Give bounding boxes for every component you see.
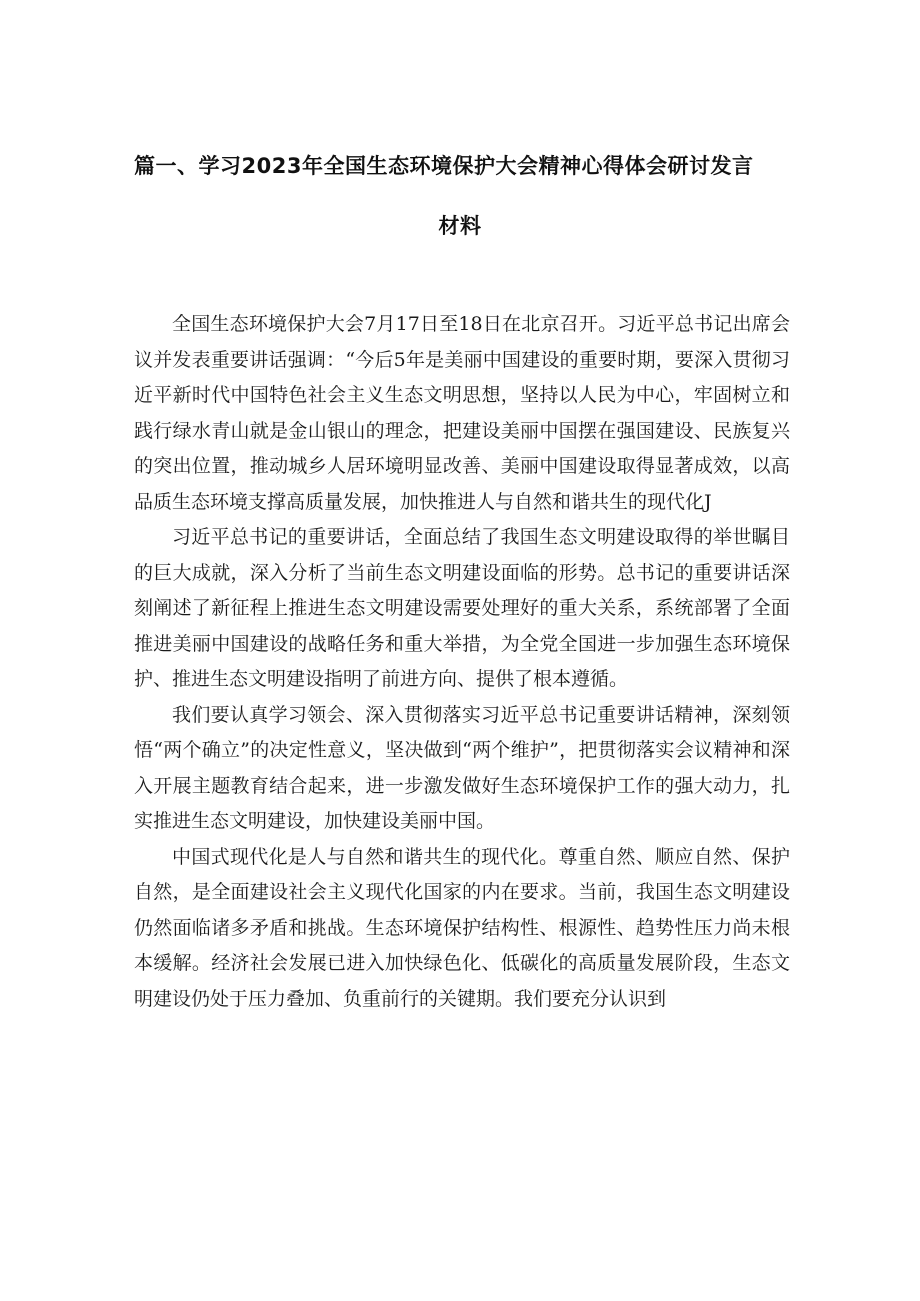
paragraph-2: 习近平总书记的重要讲话，全面总结了我国生态文明建设取得的举世瞩目的巨大成就，深入分析了当前生态文明建设面临的形势。总书记的重要讲话深刻阐述了新征程上推进生态文明建设需要处理好的重大关系，系统部署了全面推进美丽中国建设的战略任务和重大举措，为全党全国进一步加强生态环境保护、推进生态文明建设指明了前进方向、提供了根本遵循。 (134, 526, 790, 690)
paragraph-3: 我们要认真学习领会、深入贯彻落实习近平总书记重要讲话精神，深刻领悟“两个确立”的决定性意义，坚决做到“两个维护”，把贯彻落实会议精神和深入开展主题教育结合起来，进一步激发做好生态环境保护工作的强大动力，扎实推进生态文明建设，加快建设美丽中国。 (134, 703, 790, 832)
document-title-line-1: 篇一、学习2023年全国生态环境保护大会精神心得体会研讨发言 (134, 154, 754, 178)
paragraph-1: 全国生态环境保护大会7月17日至18日在北京召开。习近平总书记出席会议并发表重要讲话强调：“今后5年是美丽中国建设的重要时期，要深入贯彻习近平新时代中国特色社会主义生态文明思想，坚持以人民为中心，牢固树立和践行绿水青山就是金山银山的理念，把建设美丽中国摆在强国建设、民族复兴的突出位置，推动城乡人居环境明显改善、美丽中国建设取得显著成效，以高品质生态环境支撑高质量发展，加快推进人与自然和谐共生的现代化J (134, 313, 790, 513)
paragraph-4: 中国式现代化是人与自然和谐共生的现代化。尊重自然、顺应自然、保护自然，是全面建设社会主义现代化国家的内在要求。当前，我国生态文明建设仍然面临诸多矛盾和挑战。生态环境保护结构性、根源性、趋势性压力尚未根本缓解。经济社会发展已进入加快绿色化、低碳化的高质量发展阶段，生态文明建设仍处于压力叠加、负重前行的关键期。我们要充分认识到 (134, 845, 790, 1010)
document-body (134, 307, 790, 1017)
document-title-line-2: 材料 (438, 214, 482, 238)
